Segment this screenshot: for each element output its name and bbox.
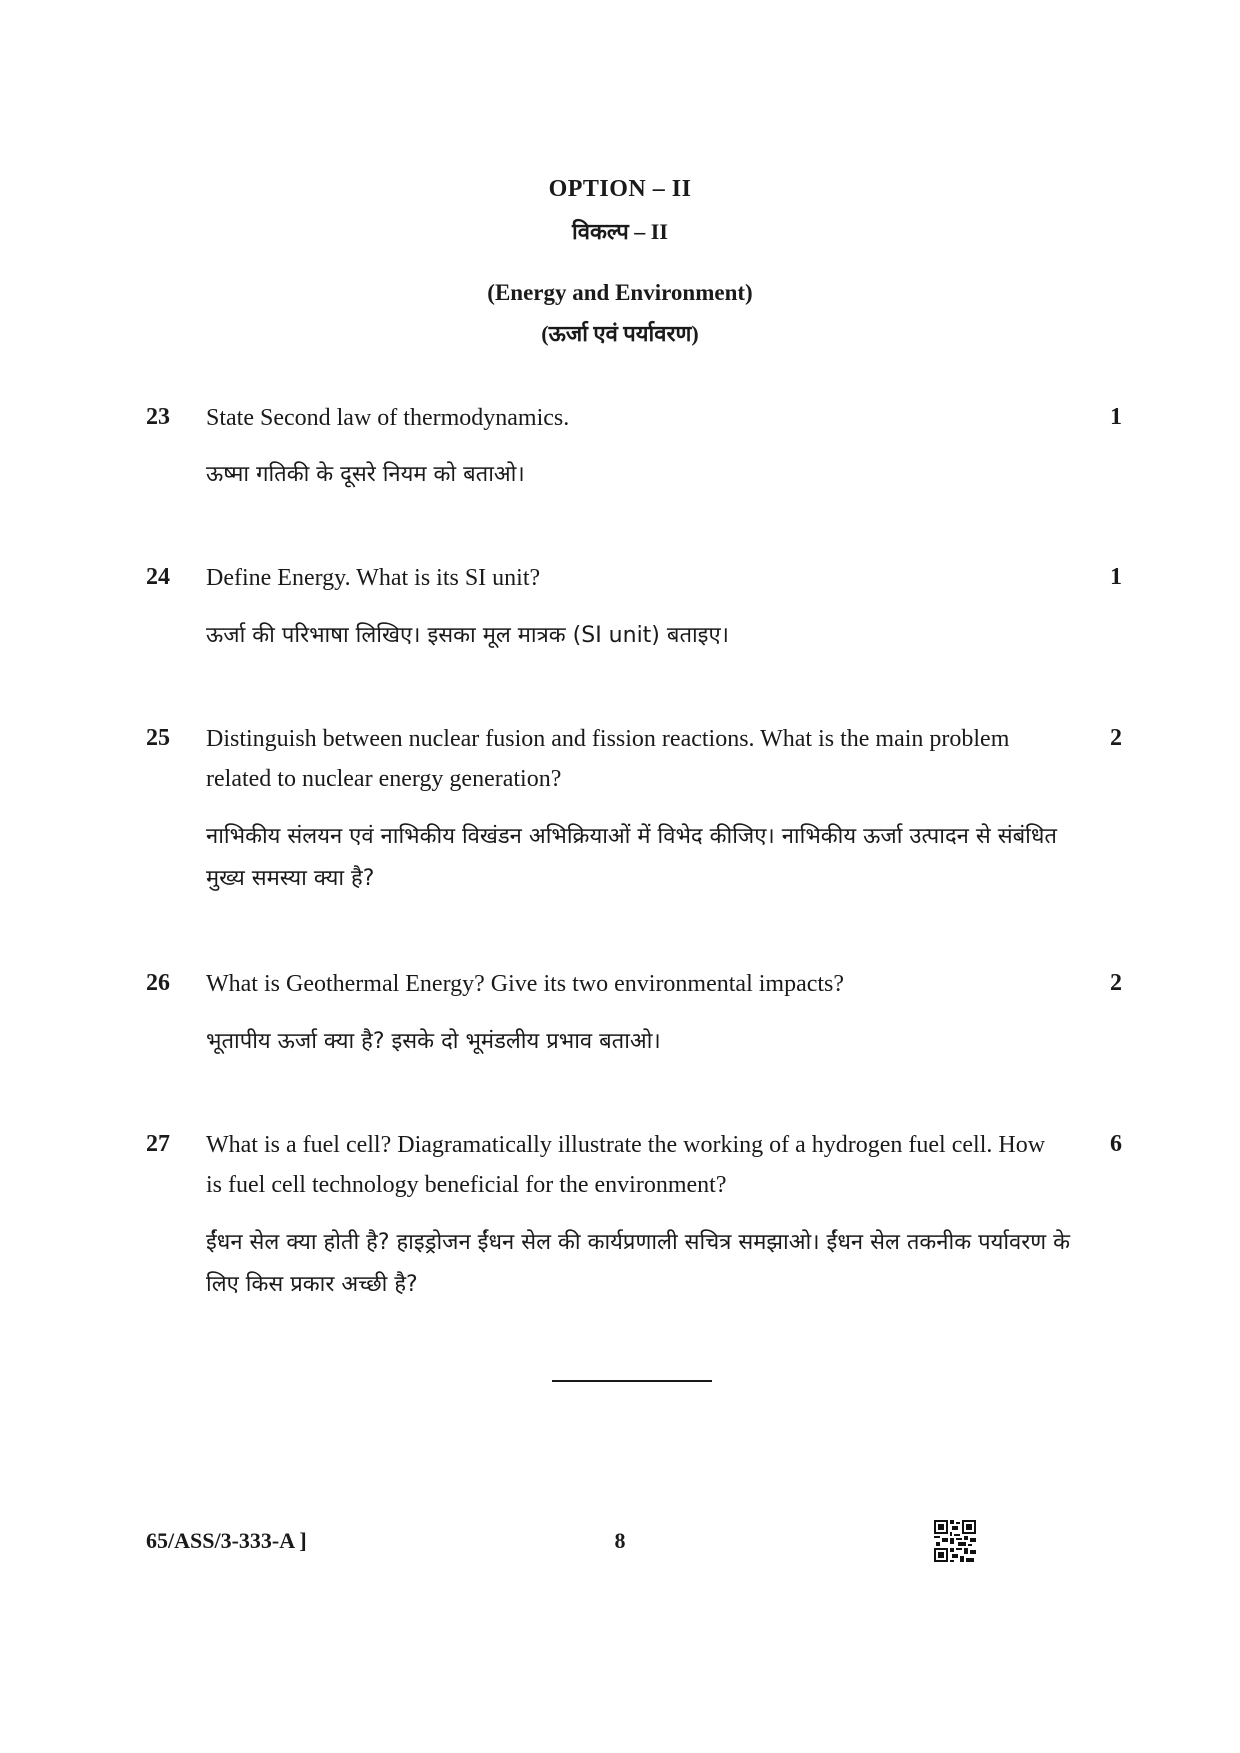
subject-heading-hindi: (ऊर्जा एवं पर्यावरण) (541, 321, 699, 346)
question-marks: 2 (1110, 970, 1122, 996)
page-number: 8 (614, 1528, 626, 1553)
question-marks: 2 (1110, 725, 1122, 751)
question-text-en: What is Geothermal Energy? Give its two environmental impacts? (206, 971, 845, 997)
end-divider (552, 1380, 712, 1382)
option-heading-hindi: विकल्प – II (572, 219, 668, 244)
question-text-hi: ऊष्मा गतिकी के दूसरे नियम को बताओ। (206, 462, 525, 487)
question-text-en: Define Energy. What is its SI unit? (206, 565, 541, 591)
option-heading: OPTION – II (548, 176, 692, 202)
question-marks: 1 (1110, 564, 1122, 590)
paper-code: 65/ASS/3-333-A ] (146, 1528, 307, 1553)
question-number: 27 (146, 1131, 170, 1157)
question-number: 26 (146, 970, 170, 996)
question-text-en: State Second law of thermodynamics. (206, 405, 570, 431)
question-text-hi: ईंधन सेल क्या होती है? हाइड्रोजन ईंधन सेल की कार्यप्रणाली सचित्र समझाओ। ईंधन सेल तकनीक पर्यावरण के लिए किस प्रकार अच्छी है? (206, 1230, 1071, 1297)
subject-heading: (Energy and Environment) (487, 280, 753, 305)
question-text-hi: भूतापीय ऊर्जा क्या है? इसके दो भूमंडलीय प्रभाव बताओ। (206, 1029, 661, 1054)
question-text-hi: ऊर्जा की परिभाषा लिखिए। इसका मूल मात्रक (SI unit) बताइए। (206, 623, 729, 648)
question-text-en: What is a fuel cell? Diagramatically illustrate the working of a hydrogen fuel cell. How is fuel cell technology beneficial for the environment? (206, 1132, 1046, 1198)
question-number: 23 (146, 404, 170, 430)
question-number: 25 (146, 725, 170, 751)
question-number: 24 (146, 564, 170, 590)
qr-code-icon (934, 1520, 976, 1562)
question-text-hi: नाभिकीय संलयन एवं नाभिकीय विखंडन अभिक्रियाओं में विभेद कीजिए। नाभिकीय ऊर्जा उत्पादन से संबंधित मुख्य समस्या क्या है? (206, 824, 1057, 891)
question-text-en: Distinguish between nuclear fusion and fission reactions. What is the main problem related to nuclear energy generation? (206, 726, 1010, 792)
question-marks: 6 (1110, 1131, 1122, 1157)
question-marks: 1 (1110, 404, 1122, 430)
